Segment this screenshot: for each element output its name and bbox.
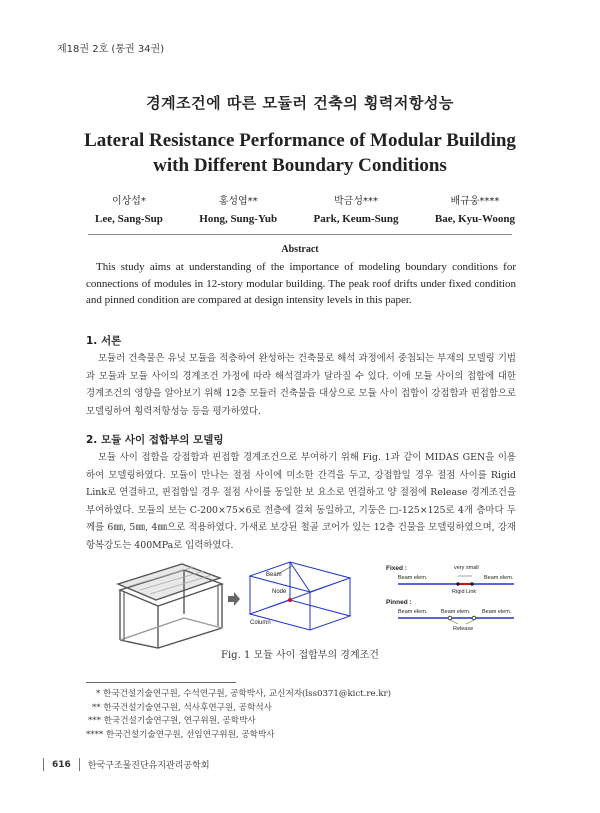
section-1-body: 모듈러 건축물은 유닛 모듈을 적층하여 완성하는 건축물로 해석 과정에서 중첩되는 부재의 모델링 기법과 모듈과 모듈 사이의 경계조건 가정에 따라 해석결과가 달라질 수 있다. 이에 모듈 사이의 접합에 대한 경계조건의 영향을 알아보기 위해 12층 모듈러 건축물을 대상으로 모듈 사이 접합이 강접합과 핀접합으로 모델링하여 횡력저항성능 등을 평가하였다. xyxy=(86,353,516,417)
section-2-heading: 2. 모듈 사이 접합부의 모델링 xyxy=(86,434,224,446)
footnote-divider xyxy=(86,682,236,683)
title-korean: 경계조건에 따른 모듈러 건축의 횡력저항성능 xyxy=(146,94,454,112)
footnote-2: ** 한국건설기술연구원, 석사후연구원, 공학석사 xyxy=(92,702,272,713)
society-name: 한국구조물진단유지관리공학회 xyxy=(87,761,210,771)
author-name-en: Hong, Sung-Yub xyxy=(199,213,278,225)
pinned-schematic xyxy=(398,616,514,624)
figure-caption: Fig. 1 모듈 사이 접합부의 경계조건 xyxy=(221,650,379,661)
author-4 xyxy=(435,192,515,225)
author-name-ko: 이상섭* xyxy=(111,196,146,207)
author-name-ko: 박금성*** xyxy=(334,196,378,207)
pinned-label: Pinned : xyxy=(386,599,412,606)
author-name-en: Park, Keum-Sung xyxy=(313,213,399,225)
author-name-en: Lee, Sang-Sup xyxy=(95,213,163,225)
abstract-body: This study aims at understanding of the importance of modeling boundary conditions for connections of modules in 12-story modular building. The peak roof drifts under fixed condition and pinned condition are compared at design intensity levels in this paper. xyxy=(86,261,516,306)
section-1-heading: 1. 서론 xyxy=(86,335,122,347)
footnote-4: **** 한국건설기술연구원, 선임연구위원, 공학박사 xyxy=(86,729,275,740)
pinned-beam-elem-1: Beam elem. xyxy=(398,609,428,615)
module-frame-illustration xyxy=(118,564,222,648)
footnotes xyxy=(86,688,516,742)
author-list xyxy=(95,192,515,225)
node-marker xyxy=(288,598,292,602)
page-number: 616 xyxy=(52,759,71,770)
fixed-beam-elem-left: Beam elem. xyxy=(398,575,428,581)
arrow-icon xyxy=(228,592,240,606)
footnote-3: *** 한국건설기술연구원, 연구위원, 공학박사 xyxy=(88,716,256,727)
footer-bar xyxy=(79,758,80,771)
figure-1 xyxy=(100,556,520,652)
abstract-heading: Abstract xyxy=(281,244,319,255)
title-english xyxy=(0,128,600,178)
author-name-en: Bae, Kyu-Woong xyxy=(434,213,515,225)
column-label: Column xyxy=(250,620,271,626)
title-divider xyxy=(88,234,512,235)
page-footer xyxy=(43,758,210,771)
fixed-beam-elem-right: Beam elem. xyxy=(484,575,514,581)
footnote-1: * 한국건설기술연구원, 수석연구원, 공학박사, 교신저자(lss0371@kict.re.kr) xyxy=(96,689,391,699)
very-small-label: very small xyxy=(454,565,479,571)
node-label: Node xyxy=(272,589,287,595)
release-label: Release xyxy=(453,626,474,632)
pinned-beam-elem-2: Beam elem. xyxy=(441,609,471,615)
rigid-link-label: Rigid Link xyxy=(452,589,477,595)
section-2-body: 모듈 사이 접합을 강접합과 핀접합 경계조건으로 부여하기 위해 Fig. 1과 같이 MIDAS GEN을 이용하여 모델링하였다. 모듈이 만나는 절점 사이에 미소한 간격을 두고, 강접합일 경우 절점 사이를 Rigid Link로 연결하고, 핀접합일 경우 절점 사이를 동일한 보 요소로 연결하고 양 절점에 Release 경계조건을 부여하였다. 모듈의 보는 C-200×75×6로 전층에 걸쳐 동일하고, 기둥은 □-125×125로 4개 층마다 두께를 6㎜, 5㎜, 4㎜으로 적용하였다. 가새로 보강된 철골 코어가 있는 12층 건물을 모델링하였으며, 강재 항복강도는 400MPa로 입력하였다. xyxy=(86,452,516,551)
author-2 xyxy=(199,192,277,225)
footer-bar xyxy=(43,758,44,771)
author-name-ko: 배규웅**** xyxy=(450,196,500,207)
author-name-ko: 홍성엽** xyxy=(218,196,258,207)
title-english-line2: with Different Boundary Conditions xyxy=(153,155,447,176)
author-1 xyxy=(95,192,163,225)
pinned-beam-elem-3: Beam elem. xyxy=(482,609,512,615)
beam-label: Beam xyxy=(266,572,282,578)
running-header: 제18권 2호 (통권 34권) xyxy=(57,44,165,55)
fixed-label: Fixed : xyxy=(386,565,407,572)
title-english-line1: Lateral Resistance Performance of Modular Building xyxy=(84,130,516,151)
author-3 xyxy=(314,192,399,225)
